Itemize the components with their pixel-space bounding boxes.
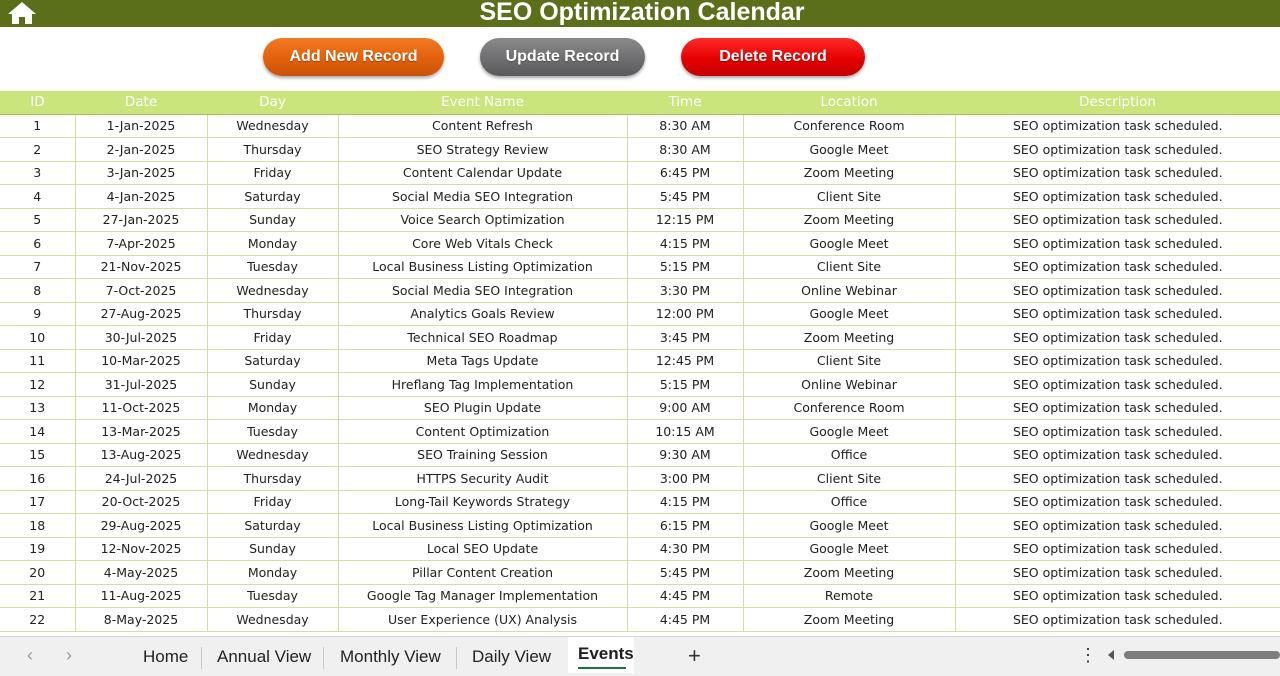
table-cell[interactable]: 8-May-2025 — [75, 608, 207, 632]
table-cell[interactable]: Tuesday — [207, 420, 338, 444]
table-cell[interactable]: 12:15 PM — [627, 208, 743, 232]
table-body — [0, 114, 1280, 631]
table-cell[interactable]: SEO optimization task scheduled. — [955, 326, 1280, 350]
table-cell[interactable]: 13 — [0, 396, 75, 420]
table-cell[interactable]: SEO optimization task scheduled. — [955, 396, 1280, 420]
table-cell[interactable]: 10-Mar-2025 — [75, 349, 207, 373]
table-row[interactable] — [0, 208, 1280, 232]
column-header: Date — [75, 91, 207, 114]
table-cell[interactable]: 29-Aug-2025 — [75, 514, 207, 538]
table-cell[interactable]: Long-Tail Keywords Strategy — [338, 490, 627, 514]
add-sheet-plus-icon[interactable]: + — [688, 643, 701, 668]
table-row[interactable] — [0, 302, 1280, 326]
table-cell[interactable]: 6:15 PM — [627, 514, 743, 538]
events-table — [0, 91, 1280, 632]
table-cell[interactable]: Monday — [207, 561, 338, 585]
table-cell[interactable]: 4 — [0, 185, 75, 209]
table-row[interactable] — [0, 467, 1280, 491]
table-cell[interactable]: Social Media SEO Integration — [338, 279, 627, 303]
table-cell[interactable]: 4-May-2025 — [75, 561, 207, 585]
table-cell[interactable]: Google Meet — [743, 537, 955, 561]
table-cell[interactable]: 1 — [0, 114, 75, 138]
table-cell[interactable]: 20-Oct-2025 — [75, 490, 207, 514]
table-cell[interactable]: 11 — [0, 349, 75, 373]
table-cell[interactable]: 18 — [0, 514, 75, 538]
table-row[interactable] — [0, 443, 1280, 467]
table-cell[interactable]: Zoom Meeting — [743, 608, 955, 632]
table-cell[interactable]: Content Refresh — [338, 114, 627, 138]
table-cell[interactable]: Local Business Listing Optimization — [338, 514, 627, 538]
tab-events-label: Events — [578, 644, 634, 663]
tab-monthly-view[interactable]: Monthly View — [340, 647, 441, 666]
table-cell[interactable]: 6 — [0, 232, 75, 256]
prev-sheet-arrow-icon[interactable]: ‹ — [27, 645, 33, 665]
table-row[interactable] — [0, 279, 1280, 303]
next-sheet-arrow-icon[interactable]: › — [66, 645, 72, 665]
table-cell[interactable]: Google Meet — [743, 420, 955, 444]
table-cell[interactable]: Wednesday — [207, 279, 338, 303]
table-row[interactable] — [0, 584, 1280, 608]
table-row[interactable] — [0, 232, 1280, 256]
table-cell[interactable]: Wednesday — [207, 114, 338, 138]
table-cell[interactable]: 10:15 AM — [627, 420, 743, 444]
table-cell[interactable]: 9:00 AM — [627, 396, 743, 420]
table-cell[interactable]: 3:30 PM — [627, 279, 743, 303]
table-row[interactable] — [0, 349, 1280, 373]
table-cell[interactable]: 5:45 PM — [627, 185, 743, 209]
table-cell[interactable]: Sunday — [207, 208, 338, 232]
table-cell[interactable]: 22 — [0, 608, 75, 632]
active-tab-underline — [578, 667, 626, 669]
table-cell[interactable]: SEO optimization task scheduled. — [955, 208, 1280, 232]
table-cell[interactable]: Zoom Meeting — [743, 326, 955, 350]
table-cell[interactable]: 13-Aug-2025 — [75, 443, 207, 467]
table-row[interactable] — [0, 161, 1280, 185]
table-cell[interactable]: Saturday — [207, 185, 338, 209]
table-row[interactable] — [0, 255, 1280, 279]
table-cell[interactable]: 7-Apr-2025 — [75, 232, 207, 256]
table-cell[interactable]: 1-Jan-2025 — [75, 114, 207, 138]
table-cell[interactable]: Tuesday — [207, 584, 338, 608]
table-cell[interactable]: 2 — [0, 138, 75, 162]
table-cell[interactable]: 5:15 PM — [627, 255, 743, 279]
tab-divider — [456, 647, 457, 669]
table-row[interactable] — [0, 608, 1280, 632]
table-cell[interactable]: 4-Jan-2025 — [75, 185, 207, 209]
table-cell[interactable]: SEO optimization task scheduled. — [955, 302, 1280, 326]
table-cell[interactable]: HTTPS Security Audit — [338, 467, 627, 491]
table-cell[interactable]: SEO optimization task scheduled. — [955, 537, 1280, 561]
column-header: Description — [955, 91, 1280, 114]
table-cell[interactable]: 8 — [0, 279, 75, 303]
table-cell[interactable]: Zoom Meeting — [743, 561, 955, 585]
table-cell[interactable]: 21 — [0, 584, 75, 608]
table-cell[interactable]: Zoom Meeting — [743, 208, 955, 232]
table-cell[interactable]: Google Meet — [743, 232, 955, 256]
table-cell[interactable]: Technical SEO Roadmap — [338, 326, 627, 350]
table-cell[interactable]: Saturday — [207, 349, 338, 373]
column-header: Day — [207, 91, 338, 114]
table-cell[interactable]: Conference Room — [743, 396, 955, 420]
tab-events[interactable] — [568, 637, 634, 673]
table-row[interactable] — [0, 561, 1280, 585]
table-cell[interactable]: 14 — [0, 420, 75, 444]
table-cell[interactable]: Google Meet — [743, 302, 955, 326]
table-cell[interactable]: Local Business Listing Optimization — [338, 255, 627, 279]
table-cell[interactable]: 9 — [0, 302, 75, 326]
table-cell[interactable]: SEO optimization task scheduled. — [955, 185, 1280, 209]
table-cell[interactable]: Content Optimization — [338, 420, 627, 444]
table-cell[interactable]: 31-Jul-2025 — [75, 373, 207, 397]
page-title: SEO Optimization Calendar — [479, 0, 805, 26]
table-cell[interactable]: SEO optimization task scheduled. — [955, 608, 1280, 632]
table-cell[interactable]: Wednesday — [207, 608, 338, 632]
table-cell[interactable]: 12-Nov-2025 — [75, 537, 207, 561]
table-cell[interactable]: 12 — [0, 373, 75, 397]
table-cell[interactable]: 9:30 AM — [627, 443, 743, 467]
table-cell[interactable]: 27-Jan-2025 — [75, 208, 207, 232]
table-cell[interactable]: Client Site — [743, 185, 955, 209]
tab-daily-view[interactable]: Daily View — [472, 647, 552, 666]
table-cell[interactable]: 4:45 PM — [627, 584, 743, 608]
table-cell[interactable]: SEO optimization task scheduled. — [955, 514, 1280, 538]
table-cell[interactable]: Sunday — [207, 537, 338, 561]
table-cell[interactable]: Analytics Goals Review — [338, 302, 627, 326]
table-cell[interactable]: 12:00 PM — [627, 302, 743, 326]
table-cell[interactable]: SEO optimization task scheduled. — [955, 114, 1280, 138]
table-cell[interactable]: Client Site — [743, 349, 955, 373]
table-cell[interactable]: Friday — [207, 161, 338, 185]
tab-annual-view[interactable]: Annual View — [217, 647, 312, 666]
table-cell[interactable]: Core Web Vitals Check — [338, 232, 627, 256]
column-header: Time — [627, 91, 743, 114]
table-cell[interactable]: Monday — [207, 232, 338, 256]
table-cell[interactable]: 7 — [0, 255, 75, 279]
table-cell[interactable]: 2-Jan-2025 — [75, 138, 207, 162]
table-cell[interactable]: SEO optimization task scheduled. — [955, 161, 1280, 185]
table-cell[interactable]: Conference Room — [743, 114, 955, 138]
table-cell[interactable]: SEO optimization task scheduled. — [955, 255, 1280, 279]
table-cell[interactable]: 4:45 PM — [627, 608, 743, 632]
table-cell[interactable]: 17 — [0, 490, 75, 514]
delete-record-button[interactable]: Delete Record — [681, 38, 865, 76]
table-cell[interactable]: 19 — [0, 537, 75, 561]
table-cell[interactable]: SEO optimization task scheduled. — [955, 443, 1280, 467]
table-cell[interactable]: 6:45 PM — [627, 161, 743, 185]
column-header: Location — [743, 91, 955, 114]
table-row[interactable] — [0, 114, 1280, 138]
table-cell[interactable]: Pillar Content Creation — [338, 561, 627, 585]
table-cell[interactable]: 8:30 AM — [627, 114, 743, 138]
table-cell[interactable]: Meta Tags Update — [338, 349, 627, 373]
more-options-icon[interactable]: ⋮ — [1079, 645, 1097, 665]
table-cell[interactable]: 12:45 PM — [627, 349, 743, 373]
table-cell[interactable]: SEO optimization task scheduled. — [955, 420, 1280, 444]
table-cell[interactable]: 3-Jan-2025 — [75, 161, 207, 185]
table-cell[interactable]: Office — [743, 490, 955, 514]
table-cell[interactable]: SEO optimization task scheduled. — [955, 138, 1280, 162]
table-cell[interactable]: Friday — [207, 326, 338, 350]
table-cell[interactable]: SEO Strategy Review — [338, 138, 627, 162]
table-cell[interactable]: Content Calendar Update — [338, 161, 627, 185]
sheet-tab-bar — [0, 636, 1280, 676]
table-row[interactable] — [0, 514, 1280, 538]
table-cell[interactable]: 21-Nov-2025 — [75, 255, 207, 279]
table-cell[interactable]: 8:30 AM — [627, 138, 743, 162]
table-cell[interactable]: 7-Oct-2025 — [75, 279, 207, 303]
table-cell[interactable]: 3:00 PM — [627, 467, 743, 491]
column-header: ID — [0, 91, 75, 114]
table-header — [0, 91, 1280, 114]
table-cell[interactable]: Thursday — [207, 467, 338, 491]
table-cell[interactable]: Wednesday — [207, 443, 338, 467]
tab-divider — [323, 647, 324, 669]
table-row[interactable] — [0, 326, 1280, 350]
table-cell[interactable]: 11-Aug-2025 — [75, 584, 207, 608]
table-cell[interactable]: Voice Search Optimization — [338, 208, 627, 232]
table-cell[interactable]: Tuesday — [207, 255, 338, 279]
table-cell[interactable]: 13-Mar-2025 — [75, 420, 207, 444]
table-cell[interactable]: 3:45 PM — [627, 326, 743, 350]
table-cell[interactable]: Google Tag Manager Implementation — [338, 584, 627, 608]
table-cell[interactable]: Thursday — [207, 302, 338, 326]
table-cell[interactable]: SEO optimization task scheduled. — [955, 490, 1280, 514]
table-cell[interactable]: 4:15 PM — [627, 232, 743, 256]
table-cell[interactable]: SEO optimization task scheduled. — [955, 561, 1280, 585]
table-row[interactable] — [0, 420, 1280, 444]
column-header: Event Name — [338, 91, 627, 114]
table-cell[interactable]: Local SEO Update — [338, 537, 627, 561]
table-cell[interactable]: Office — [743, 443, 955, 467]
table-cell[interactable]: Saturday — [207, 514, 338, 538]
title-bar — [0, 0, 1280, 27]
table-cell[interactable]: 10 — [0, 326, 75, 350]
table-cell[interactable]: SEO optimization task scheduled. — [955, 373, 1280, 397]
table-row[interactable] — [0, 185, 1280, 209]
table-cell[interactable]: 5:45 PM — [627, 561, 743, 585]
update-record-button[interactable]: Update Record — [480, 38, 645, 76]
table-cell[interactable]: 4:30 PM — [627, 537, 743, 561]
table-cell[interactable]: Friday — [207, 490, 338, 514]
table-cell[interactable]: Zoom Meeting — [743, 161, 955, 185]
horizontal-scrollbar[interactable] — [1104, 647, 1280, 663]
table-row[interactable] — [0, 396, 1280, 420]
table-cell[interactable]: 4:15 PM — [627, 490, 743, 514]
table-cell[interactable]: Client Site — [743, 255, 955, 279]
table-cell[interactable]: 11-Oct-2025 — [75, 396, 207, 420]
table-cell[interactable]: Hreflang Tag Implementation — [338, 373, 627, 397]
table-cell[interactable]: SEO optimization task scheduled. — [955, 584, 1280, 608]
table-cell[interactable]: User Experience (UX) Analysis — [338, 608, 627, 632]
table-cell[interactable]: 5 — [0, 208, 75, 232]
table-cell[interactable]: Google Meet — [743, 514, 955, 538]
table-cell[interactable]: Social Media SEO Integration — [338, 185, 627, 209]
table-cell[interactable]: SEO Training Session — [338, 443, 627, 467]
table-row[interactable] — [0, 490, 1280, 514]
table-cell[interactable]: 27-Aug-2025 — [75, 302, 207, 326]
table-cell[interactable]: Thursday — [207, 138, 338, 162]
table-cell[interactable]: 30-Jul-2025 — [75, 326, 207, 350]
table-cell[interactable]: Online Webinar — [743, 373, 955, 397]
table-row[interactable] — [0, 537, 1280, 561]
table-cell[interactable]: Remote — [743, 584, 955, 608]
table-cell[interactable]: Client Site — [743, 467, 955, 491]
table-cell[interactable]: Sunday — [207, 373, 338, 397]
table-cell[interactable]: 3 — [0, 161, 75, 185]
table-cell[interactable]: Google Meet — [743, 138, 955, 162]
table-cell[interactable]: SEO optimization task scheduled. — [955, 279, 1280, 303]
table-cell[interactable]: SEO optimization task scheduled. — [955, 467, 1280, 491]
table-row[interactable] — [0, 373, 1280, 397]
table-cell[interactable]: SEO Plugin Update — [338, 396, 627, 420]
table-cell[interactable]: 24-Jul-2025 — [75, 467, 207, 491]
table-cell[interactable]: 15 — [0, 443, 75, 467]
table-cell[interactable]: SEO optimization task scheduled. — [955, 232, 1280, 256]
table-cell[interactable]: 20 — [0, 561, 75, 585]
table-cell[interactable]: Online Webinar — [743, 279, 955, 303]
tab-home[interactable]: Home — [143, 647, 189, 666]
tab-divider — [201, 647, 202, 669]
add-new-record-button[interactable]: Add New Record — [263, 38, 444, 76]
table-cell[interactable]: SEO optimization task scheduled. — [955, 349, 1280, 373]
table-cell[interactable]: 16 — [0, 467, 75, 491]
table-row[interactable] — [0, 138, 1280, 162]
table-cell[interactable]: Monday — [207, 396, 338, 420]
table-cell[interactable]: 5:15 PM — [627, 373, 743, 397]
